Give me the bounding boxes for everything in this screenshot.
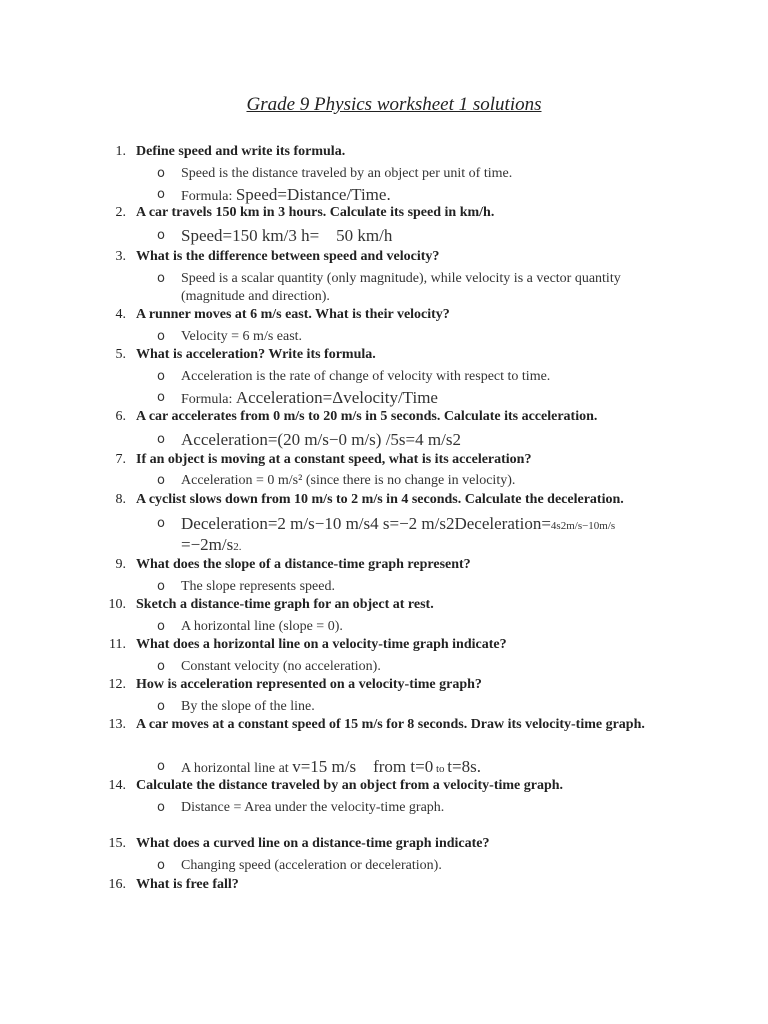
answer-text: Changing speed (acceleration or deceleration). — [181, 858, 442, 873]
question-text: A cyclist slows down from 10 m/s to 2 m/s in 4 seconds. Calculate the deceleration. — [136, 492, 624, 507]
question-text: A runner moves at 6 m/s east. What is their velocity? — [136, 307, 450, 322]
question-number: 15. — [108, 836, 126, 851]
answer-text: A horizontal line (slope = 0). — [181, 619, 343, 634]
question-number: 4. — [115, 307, 126, 322]
formula: Acceleration=Δvelocity/Time — [235, 388, 438, 407]
question-number: 8. — [115, 492, 126, 507]
question-number: 11. — [109, 637, 126, 652]
question-text: A car moves at a constant speed of 15 m/s for 8 seconds. Draw its velocity-time graph. — [136, 717, 645, 732]
question-number: 7. — [115, 452, 126, 467]
bullet-icon: o — [157, 369, 165, 384]
question-text: If an object is moving at a constant speed, what is its acceleration? — [136, 452, 532, 467]
formula: Deceleration=2 m/s−10 m/s4 s=−2 m/s2Deceleration= — [181, 514, 551, 533]
formula-label: Formula: — [181, 392, 236, 407]
question-number: 12. — [108, 677, 126, 692]
question-number: 3. — [115, 249, 126, 264]
answer-text: By the slope of the line. — [181, 699, 315, 714]
bullet-icon: o — [157, 228, 165, 243]
question-number: 5. — [115, 347, 126, 362]
question-text: What is the difference between speed and velocity? — [136, 249, 440, 264]
formula: Speed=Distance/Time. — [235, 185, 391, 204]
bullet-icon: o — [157, 390, 165, 405]
question-text: Sketch a distance-time graph for an object at rest. — [136, 597, 434, 612]
answer-text: to — [433, 763, 448, 775]
answer-text: Acceleration is the rate of change of velocity with respect to time. — [181, 369, 551, 384]
question-text: A car travels 150 km in 3 hours. Calculate its speed in km/h. — [136, 205, 495, 220]
formula: Speed=150 km/3 h= 50 km/h — [181, 226, 393, 245]
question-text: What is acceleration? Write its formula. — [136, 347, 376, 362]
answer-text: Velocity = 6 m/s east. — [181, 329, 303, 344]
question-number: 2. — [115, 205, 126, 220]
question-number: 10. — [108, 597, 126, 612]
question-text: What does a curved line on a distance-time graph indicate? — [136, 836, 490, 851]
bullet-icon: o — [157, 858, 165, 873]
formula: =−2m/s — [181, 535, 234, 554]
bullet-icon: o — [157, 473, 165, 488]
question-number: 9. — [115, 557, 126, 572]
bullet-icon: o — [157, 187, 165, 202]
question-number: 13. — [108, 717, 126, 732]
answer-text: A horizontal line at — [181, 761, 293, 776]
answer-text: Speed is a scalar quantity (only magnitude), while velocity is a vector quantity (magnitude and direction). — [181, 271, 621, 304]
bullet-icon: o — [157, 579, 165, 594]
bullet-icon: o — [157, 432, 165, 447]
bullet-icon: o — [157, 699, 165, 714]
question-text: How is acceleration represented on a velocity-time graph? — [136, 677, 482, 692]
bullet-icon: o — [157, 759, 165, 774]
question-text: Define speed and write its formula. — [136, 144, 346, 159]
answer-text: Acceleration = 0 m/s² (since there is no change in velocity). — [181, 473, 516, 488]
formula: t=8s. — [447, 757, 481, 776]
answer-text: Distance = Area under the velocity-time graph. — [181, 800, 445, 815]
bullet-icon: o — [157, 619, 165, 634]
question-text: What does the slope of a distance-time graph represent? — [136, 557, 471, 572]
formula-exponent: 2. — [233, 541, 242, 553]
question-number: 14. — [108, 778, 126, 793]
question-number: 16. — [108, 877, 126, 892]
formula-fraction: 4s2m/s−10m/s — [550, 520, 616, 532]
answer-text: Constant velocity (no acceleration). — [181, 659, 381, 674]
question-text: What does a horizontal line on a velocity-time graph indicate? — [136, 637, 507, 652]
bullet-icon: o — [157, 659, 165, 674]
answer-text: Speed is the distance traveled by an object per unit of time. — [181, 166, 513, 181]
question-number: 1. — [115, 144, 126, 159]
answer-text: The slope represents speed. — [181, 579, 335, 594]
question-number: 6. — [115, 409, 126, 424]
bullet-icon: o — [157, 329, 165, 344]
bullet-icon: o — [157, 271, 165, 286]
bullet-icon: o — [157, 516, 165, 531]
bullet-icon: o — [157, 800, 165, 815]
question-text: What is free fall? — [136, 877, 239, 892]
page-title: Grade 9 Physics worksheet 1 solutions — [246, 94, 542, 115]
formula-label: Formula: — [181, 189, 236, 204]
formula: v=15 m/s from t=0 — [292, 757, 434, 776]
bullet-icon: o — [157, 166, 165, 181]
formula: Acceleration=(20 m/s−0 m/s) /5s=4 m/s2 — [181, 430, 461, 449]
question-text: A car accelerates from 0 m/s to 20 m/s in 5 seconds. Calculate its acceleration. — [136, 409, 598, 424]
question-text: Calculate the distance traveled by an object from a velocity-time graph. — [136, 778, 564, 793]
